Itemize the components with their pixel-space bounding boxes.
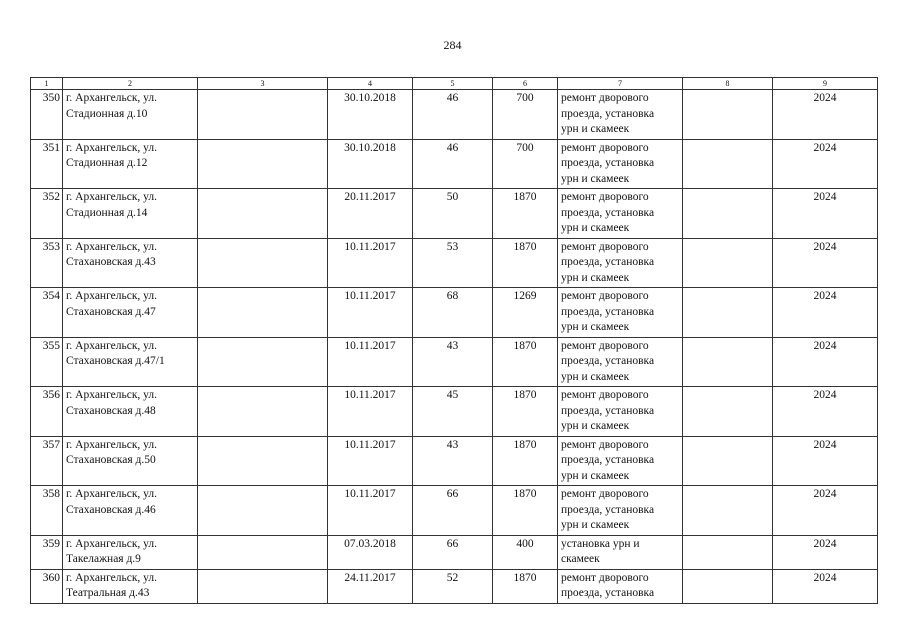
work-line: ремонт дворового: [561, 488, 649, 500]
work-line: урн и скамеек: [561, 172, 630, 185]
value-cell: 68: [413, 288, 493, 338]
row-number-cell: 354: [31, 288, 63, 338]
address-cell: [63, 436, 198, 486]
table-row: [31, 288, 878, 338]
address-cell: [63, 486, 198, 536]
address-cell: [63, 288, 198, 338]
column-header: 4: [328, 78, 413, 90]
page-number: 284: [443, 38, 462, 52]
table-row: [31, 569, 878, 603]
address-line: г. Архангельск, ул.: [66, 537, 158, 550]
address-line: Стадионная д.10: [66, 107, 148, 120]
row-number-cell: 355: [31, 337, 63, 387]
work-description-cell: [558, 569, 683, 603]
empty-cell: [683, 535, 773, 569]
row-number-cell: 360: [31, 569, 63, 603]
value-cell: 1269: [493, 288, 558, 338]
year-cell: 2024: [773, 139, 878, 189]
work-line: ремонт дворового: [561, 571, 649, 584]
work-line: скамеек: [561, 553, 600, 565]
address-cell: [63, 238, 198, 288]
address-line: г. Архангельск, ул.: [66, 92, 158, 104]
value-cell: 46: [413, 90, 493, 140]
empty-cell: [198, 238, 328, 288]
empty-cell: [198, 436, 328, 486]
value-cell: 1870: [493, 486, 558, 536]
value-cell: 50: [413, 189, 493, 239]
address-line: Стахановская д.43: [66, 256, 156, 268]
work-description-cell: [558, 486, 683, 536]
empty-cell: [683, 569, 773, 603]
empty-cell: [683, 238, 773, 288]
date-cell: 24.11.2017: [328, 569, 413, 603]
address-line: Стахановская д.46: [66, 503, 156, 516]
row-number-cell: 357: [31, 436, 63, 486]
address-line: Стадионная д.14: [66, 206, 148, 219]
value-cell: 46: [413, 139, 493, 189]
column-header: 6: [493, 78, 558, 90]
work-line: проезда, установка: [561, 206, 655, 219]
column-header: 1: [31, 78, 63, 90]
work-line: урн и скамеек: [561, 321, 630, 333]
data-table: [30, 77, 878, 604]
date-cell: 20.11.2017: [328, 189, 413, 239]
value-cell: 53: [413, 238, 493, 288]
work-description-cell: [558, 387, 683, 437]
address-line: Стадионная д.12: [66, 157, 148, 169]
year-cell: 2024: [773, 436, 878, 486]
empty-cell: [198, 189, 328, 239]
address-cell: [63, 569, 198, 603]
work-description-cell: [558, 139, 683, 189]
address-line: г. Архангельск, ул.: [66, 389, 158, 401]
empty-cell: [683, 288, 773, 338]
address-line: г. Архангельск, ул.: [66, 438, 158, 451]
work-line: проезда, установка: [561, 404, 655, 417]
table-row: [31, 387, 878, 437]
value-cell: 43: [413, 337, 493, 387]
work-description-cell: [558, 90, 683, 140]
work-line: проезда, установка: [561, 503, 655, 516]
work-line: ремонт дворового: [561, 438, 649, 451]
year-cell: 2024: [773, 387, 878, 437]
table-row: [31, 90, 878, 140]
column-number-header: [31, 78, 878, 90]
date-cell: 10.11.2017: [328, 238, 413, 288]
table-row: [31, 139, 878, 189]
value-cell: 1870: [493, 436, 558, 486]
year-cell: 2024: [773, 486, 878, 536]
work-description-cell: [558, 337, 683, 387]
work-line: ремонт дворового: [561, 240, 649, 253]
work-line: проезда, установка: [561, 454, 655, 466]
work-line: проезда, установка: [561, 107, 655, 120]
value-cell: 52: [413, 569, 493, 603]
work-line: проезда, установка: [561, 587, 655, 599]
work-description-cell: [558, 436, 683, 486]
address-cell: [63, 337, 198, 387]
date-cell: 07.03.2018: [328, 535, 413, 569]
work-line: ремонт дворового: [561, 141, 649, 154]
empty-cell: [198, 486, 328, 536]
value-cell: 1870: [493, 238, 558, 288]
row-number-cell: 352: [31, 189, 63, 239]
address-line: г. Архангельск, ул.: [66, 571, 158, 584]
address-cell: [63, 387, 198, 437]
date-cell: 10.11.2017: [328, 436, 413, 486]
table-row: [31, 337, 878, 387]
work-line: урн и скамеек: [561, 519, 630, 531]
address-line: Стахановская д.47: [66, 305, 156, 318]
date-cell: 10.11.2017: [328, 387, 413, 437]
date-cell: 30.10.2018: [328, 139, 413, 189]
work-line: проезда, установка: [561, 157, 655, 169]
column-header: 8: [683, 78, 773, 90]
date-cell: 10.11.2017: [328, 288, 413, 338]
work-line: проезда, установка: [561, 256, 655, 268]
empty-cell: [198, 569, 328, 603]
year-cell: 2024: [773, 535, 878, 569]
date-cell: 10.11.2017: [328, 337, 413, 387]
work-line: проезда, установка: [561, 305, 655, 318]
work-line: ремонт дворового: [561, 191, 649, 203]
value-cell: 66: [413, 486, 493, 536]
table-row: [31, 436, 878, 486]
date-cell: 30.10.2018: [328, 90, 413, 140]
empty-cell: [198, 337, 328, 387]
work-line: ремонт дворового: [561, 92, 649, 104]
work-line: урн и скамеек: [561, 420, 630, 432]
work-line: ремонт дворового: [561, 389, 649, 401]
value-cell: 400: [493, 535, 558, 569]
table-row: [31, 189, 878, 239]
address-cell: [63, 90, 198, 140]
empty-cell: [683, 90, 773, 140]
value-cell: 700: [493, 139, 558, 189]
value-cell: 1870: [493, 337, 558, 387]
empty-cell: [198, 535, 328, 569]
table-row: [31, 486, 878, 536]
column-header: 2: [63, 78, 198, 90]
work-line: урн и скамеек: [561, 370, 630, 383]
address-cell: [63, 139, 198, 189]
year-cell: 2024: [773, 238, 878, 288]
work-line: проезда, установка: [561, 355, 655, 367]
address-line: г. Архангельск, ул.: [66, 191, 158, 203]
column-header: 3: [198, 78, 328, 90]
empty-cell: [683, 486, 773, 536]
address-line: г. Архангельск, ул.: [66, 339, 158, 352]
empty-cell: [683, 436, 773, 486]
empty-cell: [683, 387, 773, 437]
value-cell: 45: [413, 387, 493, 437]
work-line: урн и скамеек: [561, 123, 630, 135]
work-line: урн и скамеек: [561, 271, 630, 284]
column-header: 7: [558, 78, 683, 90]
address-line: Такелажная д.9: [66, 553, 141, 565]
year-cell: 2024: [773, 189, 878, 239]
table-row: [31, 238, 878, 288]
address-line: г. Архангельск, ул.: [66, 240, 158, 253]
work-line: урн и скамеек: [561, 469, 630, 482]
year-cell: 2024: [773, 288, 878, 338]
row-number-cell: 356: [31, 387, 63, 437]
address-cell: [63, 189, 198, 239]
work-line: урн и скамеек: [561, 222, 630, 234]
year-cell: 2024: [773, 337, 878, 387]
empty-cell: [198, 387, 328, 437]
date-cell: 10.11.2017: [328, 486, 413, 536]
work-line: ремонт дворового: [561, 339, 649, 352]
value-cell: 1870: [493, 189, 558, 239]
column-header: 5: [413, 78, 493, 90]
value-cell: 66: [413, 535, 493, 569]
value-cell: 43: [413, 436, 493, 486]
row-number-cell: 350: [31, 90, 63, 140]
address-line: Стахановская д.50: [66, 454, 156, 466]
empty-cell: [198, 288, 328, 338]
address-line: г. Архангельск, ул.: [66, 488, 158, 500]
address-line: Стахановская д.48: [66, 404, 156, 417]
work-line: установка урн и: [561, 537, 640, 550]
address-line: г. Архангельск, ул.: [66, 290, 158, 302]
empty-cell: [198, 139, 328, 189]
row-number-cell: 359: [31, 535, 63, 569]
year-cell: 2024: [773, 90, 878, 140]
empty-cell: [198, 90, 328, 140]
work-description-cell: [558, 535, 683, 569]
work-description-cell: [558, 288, 683, 338]
value-cell: 1870: [493, 387, 558, 437]
row-number-cell: 353: [31, 238, 63, 288]
address-cell: [63, 535, 198, 569]
address-line: Стахановская д.47/1: [66, 355, 165, 367]
year-cell: 2024: [773, 569, 878, 603]
work-description-cell: [558, 189, 683, 239]
work-line: ремонт дворового: [561, 290, 649, 302]
row-number-cell: 351: [31, 139, 63, 189]
row-number-cell: 358: [31, 486, 63, 536]
empty-cell: [683, 189, 773, 239]
table-body: [31, 90, 878, 604]
table-row: [31, 535, 878, 569]
empty-cell: [683, 139, 773, 189]
address-line: Театральная д.43: [66, 587, 150, 599]
empty-cell: [683, 337, 773, 387]
column-header: 9: [773, 78, 878, 90]
work-description-cell: [558, 238, 683, 288]
value-cell: 700: [493, 90, 558, 140]
address-line: г. Архангельск, ул.: [66, 141, 158, 154]
value-cell: 1870: [493, 569, 558, 603]
